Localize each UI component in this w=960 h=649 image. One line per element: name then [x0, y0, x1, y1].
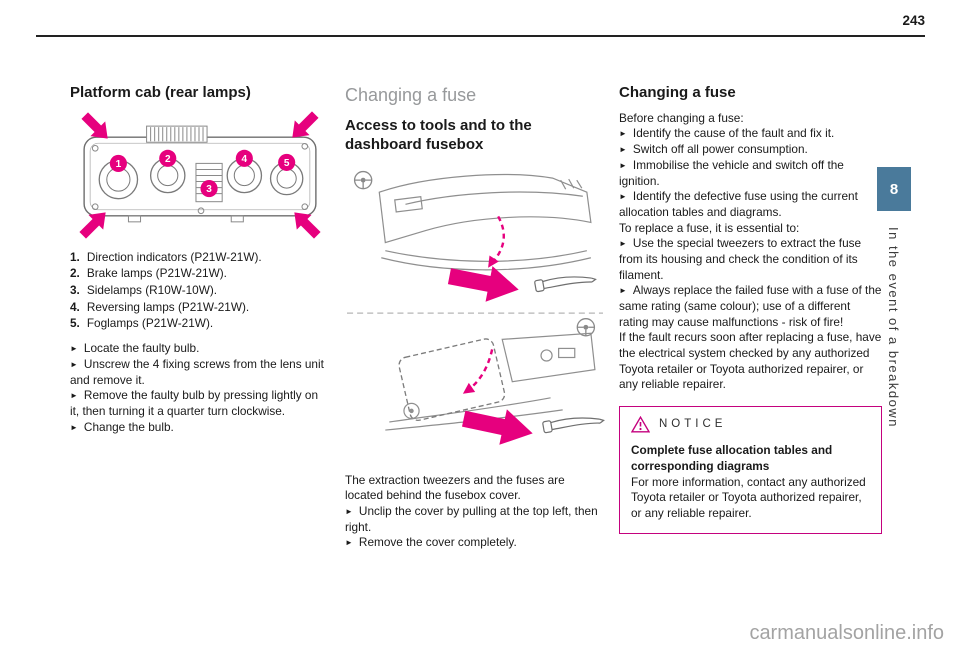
lamp-legend-list	[70, 250, 330, 332]
legend-number: 1.	[70, 249, 80, 264]
grille-hatch	[147, 126, 207, 142]
bullet-arrow-icon: ►	[345, 507, 353, 517]
bullet-arrow-icon: ►	[70, 422, 78, 432]
page-number: 243	[902, 13, 925, 28]
badge-3: 3	[206, 183, 212, 195]
bullet-arrow-icon: ►	[70, 344, 78, 354]
instruction-bullet	[619, 189, 882, 220]
platform-cab-heading: Platform cab (rear lamps)	[70, 84, 251, 101]
bullet-text: Use the special tweezers to extract the fuse from its housing and check the condition of its filament.	[619, 236, 862, 282]
dashboard-line-art	[379, 175, 591, 270]
fusebox-paragraph: The extraction tweezers and the fuses are located behind the fusebox cover.	[345, 472, 565, 503]
notice-box	[619, 406, 882, 533]
bullet-arrow-icon: ►	[619, 192, 627, 202]
legend-text: Reversing lamps (P21W-21W).	[86, 299, 250, 314]
dashed-arrowhead	[483, 256, 498, 271]
fault-recurs-paragraph: If the fault recurs soon after replacing a fuse, have the electrical system checked by any authorized Toyota retailer or Toyota authorized repairer, or any reliable repairer.	[619, 330, 882, 392]
access-to-tools-heading: Access to tools and to the dashboard fusebox	[345, 116, 532, 153]
legend-item	[70, 266, 330, 282]
instruction-bullet	[345, 535, 605, 551]
instruction-bullet	[619, 158, 882, 189]
notice-title: Complete fuse allocation tables and corresponding diagrams	[631, 443, 833, 473]
legend-text: Brake lamps (P21W-21W).	[86, 266, 227, 281]
rear-lamps-figure	[70, 111, 330, 240]
bullet-arrow-icon: ►	[70, 359, 78, 369]
fusebox-step-1	[355, 172, 596, 308]
solid-arrow-icon	[446, 259, 522, 308]
badge-5: 5	[283, 157, 290, 169]
bullet-text: Identify the defective fuse using the current allocation tables and diagrams.	[619, 189, 858, 219]
legend-number: 4.	[70, 299, 80, 314]
badge-1: 1	[115, 158, 122, 170]
badge-4: 4	[241, 153, 248, 165]
chapter-title-vertical: In the event of a breakdown	[886, 227, 901, 428]
bullet-text: Switch off all power consumption.	[632, 142, 808, 157]
watermark: carmanualsonline.info	[749, 622, 944, 644]
cover-fastener-center	[409, 409, 413, 413]
legend-text: Sidelamps (R10W-10W).	[86, 283, 218, 298]
notice-label: NOTICE	[659, 417, 727, 430]
instruction-bullet	[619, 283, 882, 330]
lamp-housing-outline	[84, 137, 316, 216]
intro-paragraph: Before changing a fuse:	[619, 110, 744, 125]
instruction-bullet	[70, 341, 330, 357]
bullet-text: Locate the faulty bulb.	[83, 341, 200, 356]
instruction-bullet	[70, 357, 330, 388]
steering-wheel-icon	[355, 172, 372, 189]
replace-fuse-paragraph: To replace a fuse, it is essential to:	[619, 220, 800, 235]
bullet-text: Always replace the failed fuse with a fuse of the same rating (same colour); use of a different rating may cause malfunctions - risk of fire!	[619, 283, 882, 329]
instruction-bullet	[345, 504, 605, 535]
bullet-arrow-icon: ►	[345, 538, 353, 548]
middle-column	[345, 84, 605, 551]
dashed-arrowhead	[460, 383, 475, 398]
bullet-arrow-icon: ►	[619, 160, 627, 170]
bullet-arrow-icon: ►	[70, 391, 78, 401]
changing-a-fuse-section-heading: Changing a fuse	[345, 85, 477, 105]
bullet-text: Identify the cause of the fault and fix it.	[632, 126, 835, 141]
bullet-text: Unscrew the 4 fixing screws from the lens unit and remove it.	[70, 356, 324, 387]
legend-number: 5.	[70, 316, 80, 331]
bullet-arrow-icon: ►	[619, 286, 627, 296]
legend-item	[70, 300, 330, 316]
legend-item	[70, 250, 330, 266]
instruction-bullet	[619, 142, 882, 158]
left-column	[70, 84, 330, 435]
rear-lamp-cluster-illustration	[70, 111, 330, 240]
legend-text: Direction indicators (P21W-21W).	[86, 249, 262, 264]
bullet-text: Change the bulb.	[83, 419, 174, 434]
header-rule	[36, 35, 925, 37]
bullet-text: Remove the cover completely.	[358, 535, 517, 550]
legend-item	[70, 283, 330, 299]
chapter-tab: 8	[877, 167, 911, 211]
legend-number: 3.	[70, 283, 80, 298]
fusebox-cover-outline	[397, 338, 506, 423]
badge-2: 2	[164, 153, 171, 165]
bullet-arrow-icon: ►	[619, 129, 627, 139]
right-column	[619, 84, 882, 534]
bullet-arrow-icon: ►	[619, 145, 627, 155]
legend-item	[70, 316, 330, 332]
tweezers-icon	[534, 271, 595, 292]
instruction-bullet	[619, 236, 882, 283]
legend-text: Foglamps (P21W-21W).	[86, 316, 214, 331]
notice-text: For more information, contact any authorized Toyota retailer or Toyota authorized repairer, or any reliable repairer.	[631, 474, 866, 520]
fusebox-access-figure	[345, 162, 605, 462]
bullet-text: Unclip the cover by pulling at the top left, then right.	[345, 504, 598, 534]
instruction-bullet	[70, 420, 330, 436]
notice-warning-icon	[631, 416, 650, 433]
instruction-bullet	[619, 126, 882, 142]
bullet-text: Immobilise the vehicle and switch off the ignition.	[619, 157, 844, 188]
instruction-bullet	[70, 388, 330, 419]
tweezers-icon	[543, 412, 604, 433]
bullet-text: Remove the faulty bulb by pressing lightly on it, then turning it a quarter turn clockwise.	[70, 388, 319, 418]
bullet-arrow-icon: ►	[619, 239, 627, 249]
legend-number: 2.	[70, 266, 80, 281]
notice-header	[631, 416, 870, 433]
fusebox-access-illustration	[345, 162, 605, 462]
changing-a-fuse-heading: Changing a fuse	[619, 84, 736, 101]
fusebox-step-2	[385, 319, 604, 451]
